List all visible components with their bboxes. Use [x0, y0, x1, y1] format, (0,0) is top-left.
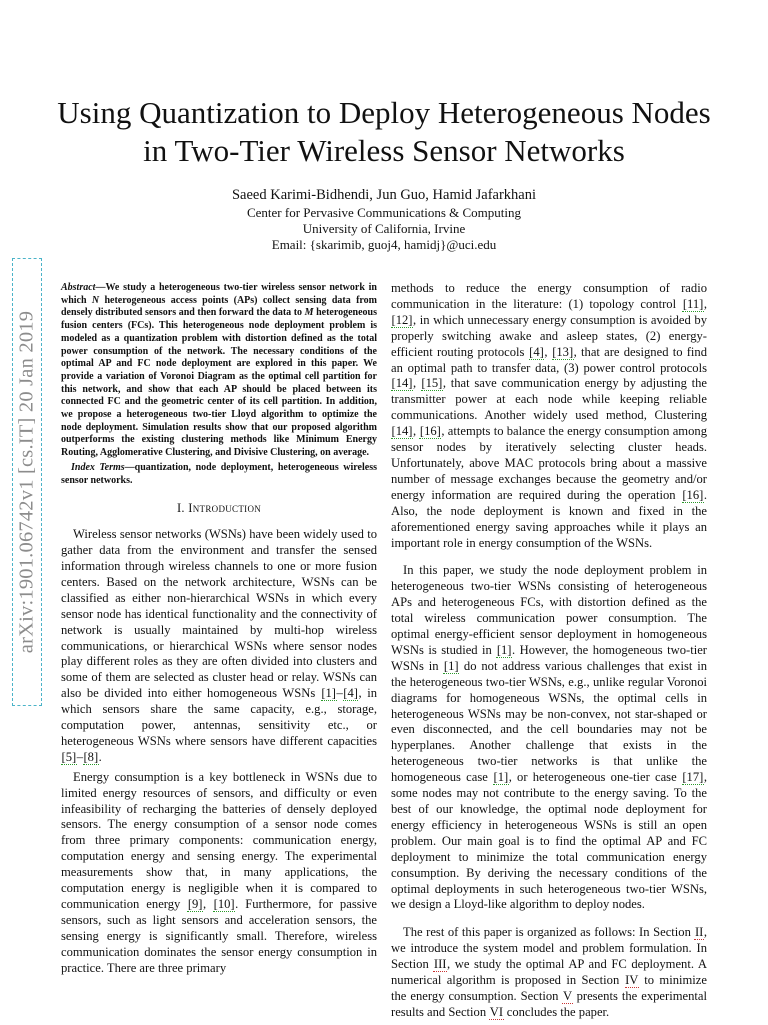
citation-link[interactable]: [1]	[321, 686, 336, 701]
citation-link[interactable]: [9]	[187, 897, 203, 911]
citation-link[interactable]: [14]	[391, 424, 413, 439]
abstract-label: Abstract	[61, 282, 96, 293]
affiliation-university: University of California, Irvine	[302, 221, 466, 236]
intro-paragraph-3: methods to reduce the energy consumption of radio communication in the literature: (1) topology control [11], [12], in which unnecessary energy consumption is avoided by properly switching awake and asleep states, (2) energy-efficient routing protocols [4], [13], that are designed to find an optimal path to transfer data, (3) power control protocols [14], [15], that save communication energy by adjusting the transmitter power at each node while keeping reliable communications. Another widely used method, Clustering [14], [16], attempts to balance the energy consumption among sensor nodes by iteratively selecting cluster heads. Unfortunately, above MAC protocols bring about a massive number of message exchanges because the geometry and/or energy information are required during the operation [16]. Also, the node deployment is known and fixed in the aforementioned energy saving approaches while it plays an important role in energy consumption of the WSNs.	[391, 281, 708, 550]
citation-link[interactable]: [8]	[83, 749, 99, 764]
citation-link[interactable]: [11]	[682, 296, 704, 311]
citation-link[interactable]: [5]	[61, 749, 77, 764]
arxiv-identifier[interactable]: arXiv:1901.06742v1 [cs.IT] 20 Jan 2019	[15, 310, 38, 654]
title-line-2: in Two-Tier Wireless Sensor Networks	[143, 133, 625, 168]
abstract: Abstract—We study a heterogeneous two-tier wireless sensor network in which N heterogeneous access points (APs) collect sensing data from densely distributed sensors and then forward the data to M heterogeneous fusion centers (FCs). This heterogeneous node deployment problem is modeled as a quantization problem with distortion defined as the total power consumption of the network. The necessary conditions of the optimal AP and FC node deployment are explored in this paper. We provide a variation of Voronoi Diagram as the optimal cell partition for this network, and show that each AP should be placed between its connected FC and the geometric center of its cell partition. In addition, we propose a heterogeneous two-tier Lloyd algorithm to optimize the node deployment. Simulation results show that our proposed algorithm outperforms the existing clustering methods like Minimum Energy Routing, Agglomerative Clustering, and Divisive Clustering, on average.	[61, 282, 378, 459]
section-ref-link[interactable]: VI	[489, 1004, 504, 1019]
citation-link[interactable]: [17]	[682, 770, 704, 785]
citation-link[interactable]: [4]	[529, 344, 544, 359]
paper-title	[0, 94, 768, 170]
section-ref-link[interactable]: V	[562, 988, 573, 1003]
citation-link[interactable]: [12]	[391, 312, 413, 327]
affiliation-center: Center for Pervasive Communications & Computing	[246, 205, 522, 220]
citation-link[interactable]: [14]	[391, 376, 413, 391]
author-list: Saeed Karimi-Bidhendi, Jun Guo, Hamid Jafarkhani	[231, 187, 537, 203]
intro-paragraph-2: Energy consumption is a key bottleneck in WSNs due to limited energy resources of sensors, and difficulty or even infeasibility of recharging the batteries of densely deployed sensors. The energy consumption of a sensor node comes from three primary components: communication energy, computation energy and sensing energy. The experimental measurements show that, in many applications, the computation energy is negligible when it is compared to communication energy [9], [10]. Furthermore, for passive sensors, such as light sensors and acceleration sensors, the sensing energy is significantly small. Therefore, wireless communication dominates the sensor energy consumption in practice. There are three primary	[61, 769, 378, 975]
section-ref-link[interactable]: III	[433, 957, 447, 972]
math-M: M	[304, 307, 314, 319]
arxiv-stamp-box	[12, 258, 42, 706]
citation-link[interactable]: [10]	[213, 897, 235, 911]
citation-link[interactable]: [1]	[493, 770, 509, 785]
index-terms: Index Terms—quantization, node deployment, heterogeneous wireless sensor networks.	[61, 461, 377, 486]
index-terms-label: Index Terms	[71, 461, 125, 473]
citation-link[interactable]: [1]	[443, 658, 459, 673]
affiliation-email: Email: {skarimib, guoj4, hamidj}@uci.edu	[271, 237, 497, 252]
citation-link[interactable]: [16]	[682, 487, 704, 502]
citation-link[interactable]: [4]	[343, 686, 358, 701]
citation-link[interactable]: [1]	[496, 642, 512, 657]
title-line-1: Using Quantization to Deploy Heterogeneous Nodes	[57, 95, 711, 130]
section-ref-link[interactable]: IV	[625, 973, 639, 988]
left-column	[61, 282, 377, 981]
citation-link[interactable]: [15]	[421, 376, 443, 391]
citation-link[interactable]: [16]	[419, 424, 441, 439]
section-heading-introduction: I. Introduction	[176, 501, 262, 516]
section-ref-link[interactable]: II	[694, 925, 704, 940]
intro-paragraph-4: In this paper, we study the node deployment problem in heterogeneous two-tier WSNs consisting of heterogeneous APs and heterogeneous FCs, with distortion defined as the total wireless communication power consumption. The optimal energy-efficient sensor deployment in homogeneous WSNs is studied in [1]. However, the homogeneous two-tier WSNs in [1] do not address various challenges that exist in the heterogeneous two-tier WSNs, e.g., unlike regular Voronoi diagrams for homogeneous WSNs, the optimal cells in heterogeneous WSNs may be non-convex, not star-shaped or even disconnected, and the cell boundaries may not be hyperplanes. Another challenge that exists in the heterogeneous two-tier networks is that unlike the homogeneous case [1], or heterogeneous one-tier case [17], some nodes may not contribute to the energy saving. To the best of our knowledge, the optimal node deployment for energy efficiency in heterogeneous WSNs is still an open problem. Our main goal is to find the optimal AP and FC deployment to minimize the total communication energy consumption. By deriving the necessary conditions of the optimal deployments in such heterogeneous two-tier WSNs, we design a Lloyd-like algorithm to deploy nodes.	[391, 563, 707, 912]
math-N: N	[91, 294, 100, 306]
right-column	[391, 281, 707, 1025]
intro-paragraph-1: Wireless sensor networks (WSNs) have been widely used to gather data from the environment and transfer the sensed information through wireless channels to one or more fusion centers. Based on the network architecture, WSNs can be classified as either non-hierarchical WSNs in which every sensor node has identical functionality and the connectivity of network is usually maintained by multi-hop wireless communications, or hierarchical WSNs where sensor nodes play different roles as they are often divided into clusters and some of them are selected as cluster head or relay. WSNs can also be divided into either homogeneous WSNs [1]–[4], in which sensors share the same capacity, e.g., storage, computation power, antennas, sensitivity etc., or heterogeneous WSNs where sensors have different capacities [5]–[8].	[61, 527, 377, 764]
intro-paragraph-5: The rest of this paper is organized as follows: In Section II, we introduce the system model and problem formulation. In Section III, we study the optimal AP and FC deployment. A numerical algorithm is proposed in Section IV to minimize the energy consumption. Section V presents the experimental results and Section VI concludes the paper.	[391, 925, 707, 1019]
citation-link[interactable]: [13]	[552, 344, 574, 359]
